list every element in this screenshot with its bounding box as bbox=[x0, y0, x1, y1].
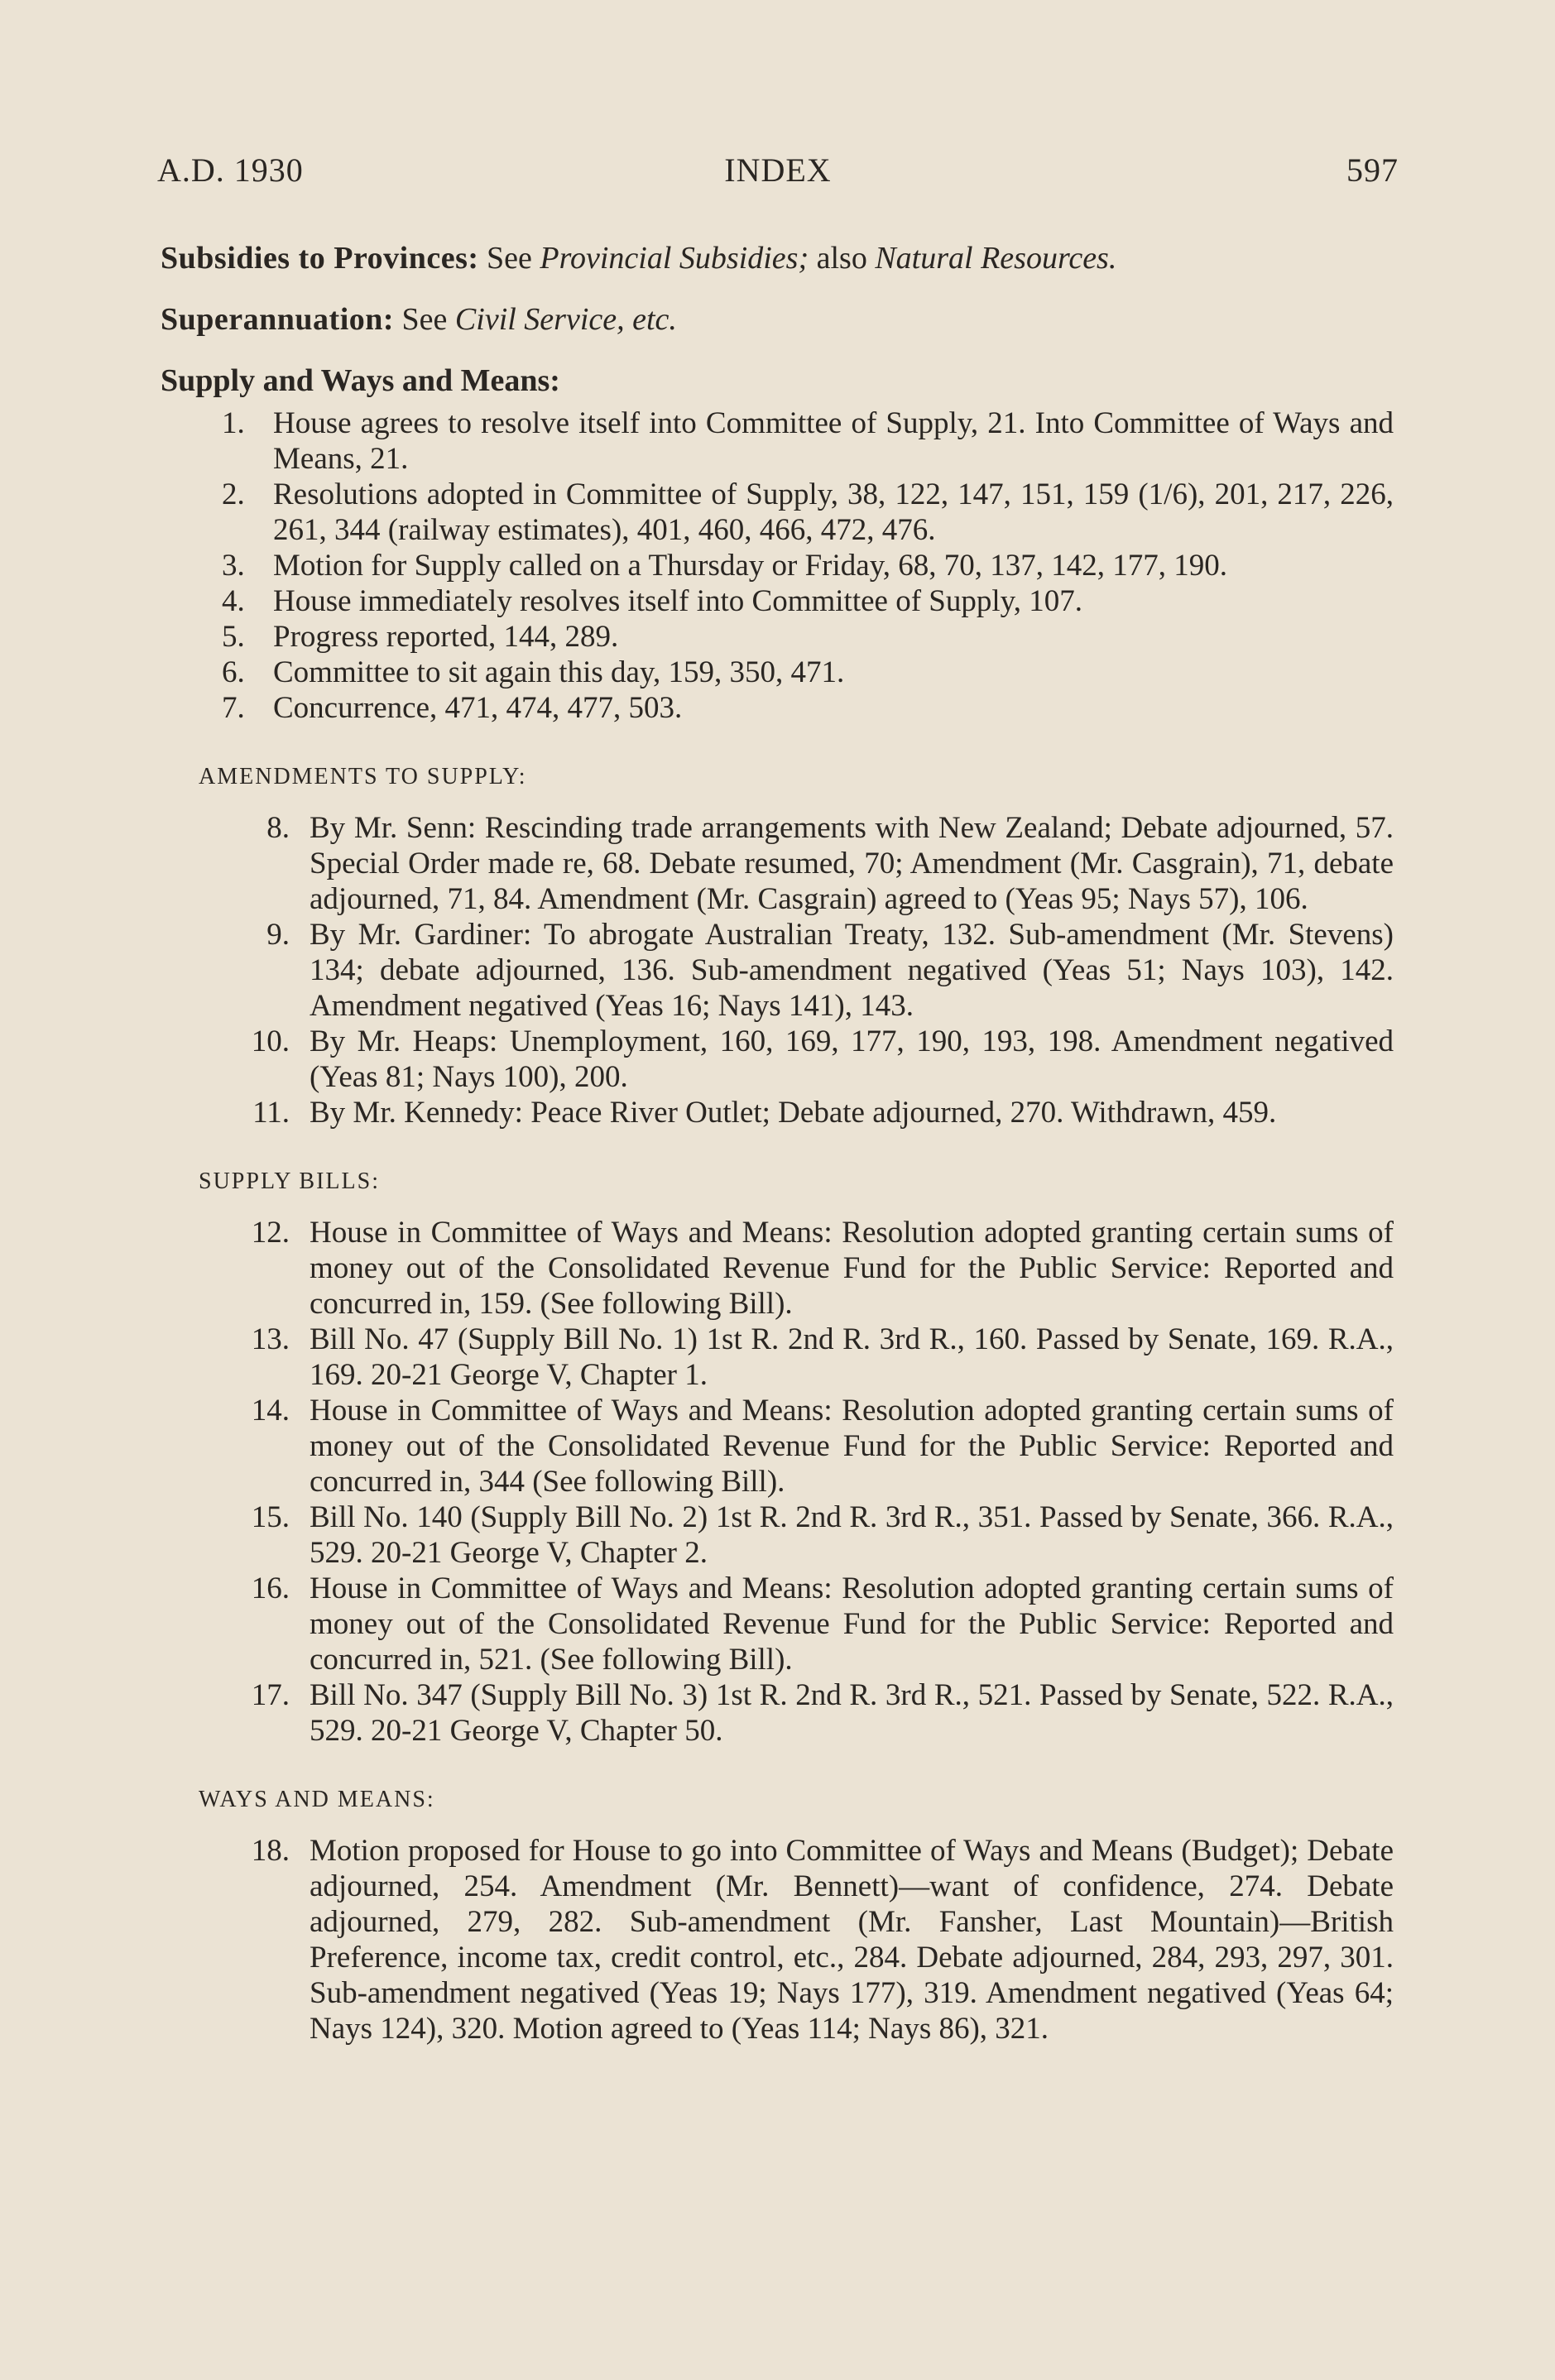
page-number: 597 bbox=[1346, 151, 1399, 189]
list-item bbox=[161, 619, 1394, 655]
item-number: 15. bbox=[251, 1500, 290, 1534]
item-text: Progress reported, 144, 289. bbox=[273, 620, 619, 654]
index-entry-superannuation bbox=[161, 301, 1394, 338]
item-number: 7. bbox=[222, 691, 245, 725]
item-text: House in Committee of Ways and Means: Resolution adopted granting certain sums of money out of the Consolidated Revenue Fund for the Public Service: Reported and concurred in, 521. (See following Bill). bbox=[310, 1571, 1394, 1677]
see-label: See bbox=[487, 241, 532, 276]
item-text: Concurrence, 471, 474, 477, 503. bbox=[273, 691, 683, 725]
item-number: 16. bbox=[251, 1571, 290, 1605]
subheading-ways-and-means: WAYS AND MEANS: bbox=[199, 1787, 435, 1812]
item-number: 8. bbox=[266, 811, 290, 845]
item-text: Motion proposed for House to go into Committee of Ways and Means (Budget); Debate adjourned, 254. Amendment (Mr. Bennett)—want of confidence, 274. Debate adjourned, 279, 282. Sub-amendment (Mr. Fansher, Last Mountain)—British Preference, income tax, credit control, etc., 284. Debate adjourned, 284, 293, 297, 301. Sub-amendment negatived (Yeas 19; Nays 177), 319. Amendment negatived (Yeas 64; Nays 124), 320. Motion agreed to (Yeas 114; Nays 86), 321. bbox=[310, 1834, 1394, 2046]
item-number: 12. bbox=[251, 1216, 290, 1250]
list-item bbox=[161, 655, 1394, 690]
subheading-amendments: AMENDMENTS TO SUPPLY: bbox=[199, 764, 527, 789]
item-number: 18. bbox=[251, 1834, 290, 1868]
list-item bbox=[161, 1024, 1394, 1095]
list-item bbox=[161, 690, 1394, 726]
list-item bbox=[161, 477, 1394, 548]
item-number: 13. bbox=[251, 1322, 290, 1356]
list-item bbox=[161, 405, 1394, 477]
item-text: House in Committee of Ways and Means: Resolution adopted granting certain sums of money out of the Consolidated Revenue Fund for the Public Service: Reported and concurred in, 344 (See following Bill). bbox=[310, 1394, 1394, 1499]
item-text: House in Committee of Ways and Means: Resolution adopted granting certain sums of money out of the Consolidated Revenue Fund for the Public Service: Reported and concurred in, 159. (See following Bill). bbox=[310, 1216, 1394, 1321]
list-item bbox=[161, 810, 1394, 917]
item-number: 17. bbox=[251, 1678, 290, 1712]
supply-bills-list bbox=[161, 1215, 1394, 1749]
amendments-list bbox=[161, 810, 1394, 1130]
item-text: By Mr. Senn: Rescinding trade arrangements with New Zealand; Debate adjourned, 57. Special Order made re, 68. Debate resumed, 70; Amendment (Mr. Casgrain), 71, debate adjourned, 71, 84. Amendment (Mr. Casgrain) agreed to (Yeas 95; Nays 57), 106. bbox=[310, 811, 1394, 916]
item-text: House agrees to resolve itself into Committee of Supply, 21. Into Committee of Ways and Means, 21. bbox=[273, 406, 1394, 476]
see-label: See bbox=[401, 302, 448, 337]
cross-reference: Natural Resources. bbox=[875, 241, 1117, 276]
item-number: 10. bbox=[251, 1024, 290, 1058]
subheading-supply-bills: SUPPLY BILLS: bbox=[199, 1168, 380, 1194]
section-heading-supply: Supply and Ways and Means: bbox=[161, 363, 560, 398]
item-text: Bill No. 347 (Supply Bill No. 3) 1st R. 2nd R. 3rd R., 521. Passed by Senate, 522. R.A., 529. 20-21 George V, Chapter 50. bbox=[310, 1678, 1394, 1748]
item-number: 1. bbox=[222, 406, 245, 440]
supply-item-list bbox=[161, 405, 1394, 726]
entry-term: Subsidies to Provinces: bbox=[161, 241, 479, 276]
list-item bbox=[161, 1571, 1394, 1677]
item-text: By Mr. Gardiner: To abrogate Australian Treaty, 132. Sub-amendment (Mr. Stevens) 134; debate adjourned, 136. Sub-amendment negatived (Yeas 51; Nays 103), 142. Amendment negatived (Yeas 16; Nays 141), 143. bbox=[310, 918, 1394, 1023]
item-text: By Mr. Heaps: Unemployment, 160, 169, 177, 190, 193, 198. Amendment negatived (Yeas 81; Nays 100), 200. bbox=[310, 1024, 1394, 1094]
list-item bbox=[161, 583, 1394, 619]
item-number: 9. bbox=[266, 918, 290, 952]
item-text: House immediately resolves itself into Committee of Supply, 107. bbox=[273, 584, 1082, 618]
list-item bbox=[161, 1499, 1394, 1571]
running-head bbox=[157, 151, 1399, 192]
entry-term: Superannuation: bbox=[161, 302, 395, 337]
item-number: 14. bbox=[251, 1394, 290, 1428]
also-label: also bbox=[816, 241, 867, 276]
item-text: Motion for Supply called on a Thursday or Friday, 68, 70, 137, 142, 177, 190. bbox=[273, 549, 1228, 583]
list-item bbox=[161, 1393, 1394, 1499]
item-text: Bill No. 140 (Supply Bill No. 2) 1st R. 2nd R. 3rd R., 351. Passed by Senate, 366. R.A., 529. 20-21 George V, Chapter 2. bbox=[310, 1500, 1394, 1570]
item-text: Committee to sit again this day, 159, 350, 471. bbox=[273, 655, 845, 689]
list-item bbox=[161, 1095, 1394, 1130]
index-content bbox=[161, 240, 1394, 2047]
item-number: 4. bbox=[222, 584, 245, 618]
item-number: 3. bbox=[222, 549, 245, 583]
section-title: INDEX bbox=[724, 151, 832, 189]
list-item bbox=[161, 1833, 1394, 2047]
item-number: 6. bbox=[222, 655, 245, 689]
list-item bbox=[161, 1322, 1394, 1393]
ways-and-means-list bbox=[161, 1833, 1394, 2047]
index-entry-subsidies bbox=[161, 240, 1394, 276]
list-item bbox=[161, 1677, 1394, 1749]
cross-reference: Provincial Subsidies; bbox=[540, 241, 809, 276]
cross-reference: Civil Service, etc. bbox=[454, 302, 677, 337]
year-label: A.D. 1930 bbox=[157, 151, 304, 189]
item-number: 2. bbox=[222, 477, 245, 511]
item-text: By Mr. Kennedy: Peace River Outlet; Debate adjourned, 270. Withdrawn, 459. bbox=[310, 1096, 1277, 1130]
item-text: Bill No. 47 (Supply Bill No. 1) 1st R. 2nd R. 3rd R., 160. Passed by Senate, 169. R.A., 169. 20-21 George V, Chapter 1. bbox=[310, 1322, 1394, 1392]
item-number: 11. bbox=[252, 1096, 290, 1130]
list-item bbox=[161, 1215, 1394, 1322]
item-text: Resolutions adopted in Committee of Supply, 38, 122, 147, 151, 159 (1/6), 201, 217, 226, 261, 344 (railway estimates), 401, 460, 466, 472, 476. bbox=[273, 477, 1394, 547]
list-item bbox=[161, 917, 1394, 1024]
item-number: 5. bbox=[222, 620, 245, 654]
list-item bbox=[161, 548, 1394, 583]
